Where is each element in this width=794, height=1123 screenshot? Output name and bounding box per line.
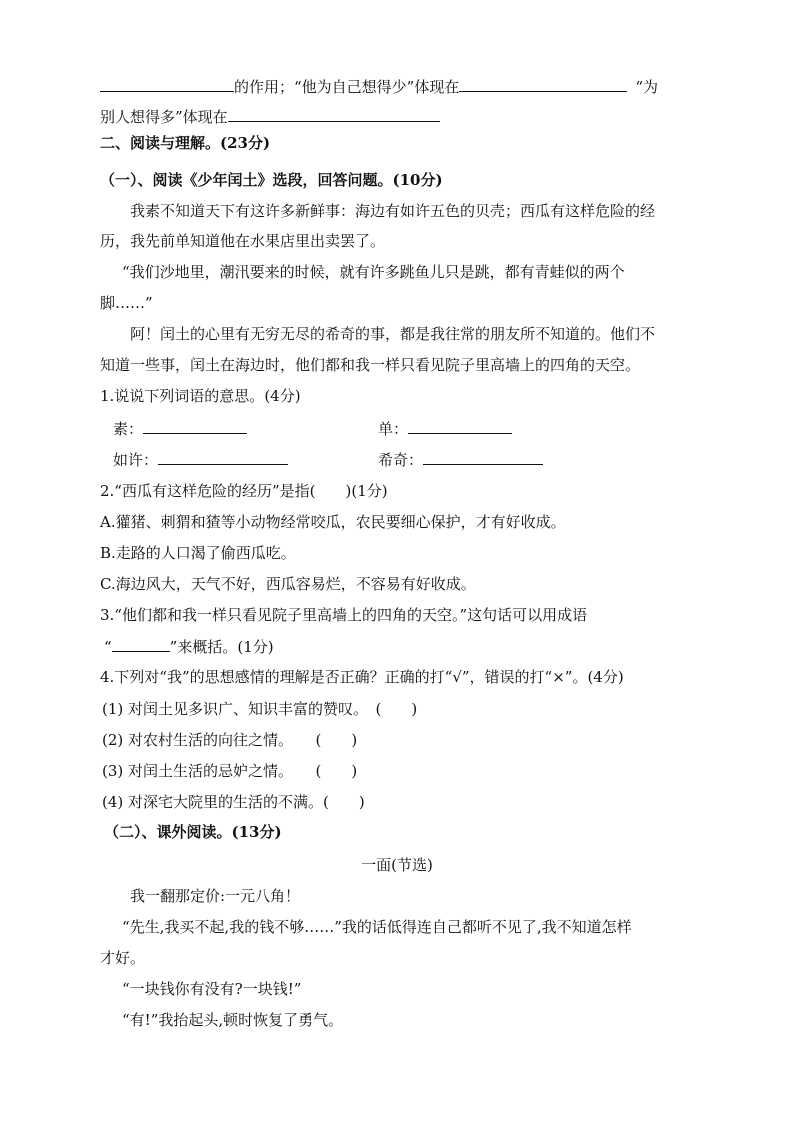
blank[interactable]: [459, 76, 627, 92]
answer-line-2: 别人想得多”体现在: [100, 106, 440, 127]
word-ruxu: 如许：: [113, 449, 288, 470]
blank[interactable]: [143, 418, 247, 434]
question-4: 4.下列对“我”的思想感情的理解是否正确？正确的打“√”，错误的打“×”。(4分): [100, 668, 624, 686]
question-3: 3.“他们都和我一样只看见院子里高墙上的四角的天空。”这句话可以用成语: [100, 606, 588, 624]
part-heading: （一）、阅读《少年闰土》选段，回答问题。(10分): [100, 171, 443, 189]
passage-line: 历，我先前单知道他在水果店里出卖罢了。: [100, 232, 386, 250]
passage-line: 我素不知道天下有这许多新鲜事：海边有如许五色的贝壳；西瓜有这样危险的经: [130, 202, 656, 220]
passage-line: 脚……”: [100, 294, 153, 312]
question-3-blank-line: “ ”来概括。(1分): [104, 638, 274, 656]
option-c: C.海边风大，天气不好，西瓜容易烂，不容易有好收成。: [100, 575, 476, 593]
section-heading: 二、阅读与理解。(23分): [100, 134, 271, 152]
option-a: A.獾猪、刺猬和猹等小动物经常咬瓜，农民要细心保护，才有好收成。: [100, 513, 566, 531]
blank[interactable]: [158, 449, 288, 465]
passage-line: 阿！闰土的心里有无穷无尽的希奇的事，都是我往常的朋友所不知道的。他们不: [130, 325, 656, 343]
story-title: 一面(节选): [361, 856, 433, 874]
question-1: 1.说说下列词语的意思。(4分): [100, 387, 301, 405]
blank[interactable]: [408, 418, 512, 434]
word-xiqi: 希奇：: [378, 449, 543, 470]
word-su: 素：: [113, 418, 247, 439]
answer-line-1: 的作用；“他为自己想得少”体现在 “为: [100, 76, 658, 97]
word-dan: 单：: [378, 418, 512, 439]
blank[interactable]: [112, 636, 170, 652]
q4-item: (4) 对深宅大院里的生活的不满。( ): [102, 793, 365, 811]
passage-line: 知道一些事，闰土在海边时，他们都和我一样只看见院子里高墙上的四角的天空。: [100, 356, 641, 374]
q4-item: (1) 对闰土见多识广、知识丰富的赞叹。 ( ): [102, 700, 418, 718]
part-heading: （二）、课外阅读。(13分): [104, 823, 282, 841]
blank[interactable]: [423, 449, 543, 465]
blank[interactable]: [228, 106, 440, 122]
story-line: “一块钱你有没有?一块钱!”: [122, 980, 302, 998]
q4-item: (2) 对农村生活的向往之情。 ( ): [102, 731, 358, 749]
option-b: B.走路的人口渴了偷西瓜吃。: [100, 544, 296, 562]
passage-line: “我们沙地里，潮汛要来的时候，就有许多跳鱼儿只是跳，都有青蛙似的两个: [122, 263, 625, 281]
story-line: “有!”我抬起头,顿时恢复了勇气。: [122, 1011, 344, 1029]
story-line: “先生,我买不起,我的钱不够……”我的话低得连自己都听不见了,我不知道怎样: [122, 918, 632, 936]
question-2: 2.“西瓜有这样危险的经历”是指( )(1分): [100, 482, 388, 500]
story-line: 我一翻那定价:一元八角！: [130, 887, 301, 905]
q4-item: (3) 对闰土生活的忌妒之情。 ( ): [102, 762, 358, 780]
blank[interactable]: [100, 76, 234, 92]
story-line: 才好。: [100, 949, 146, 967]
